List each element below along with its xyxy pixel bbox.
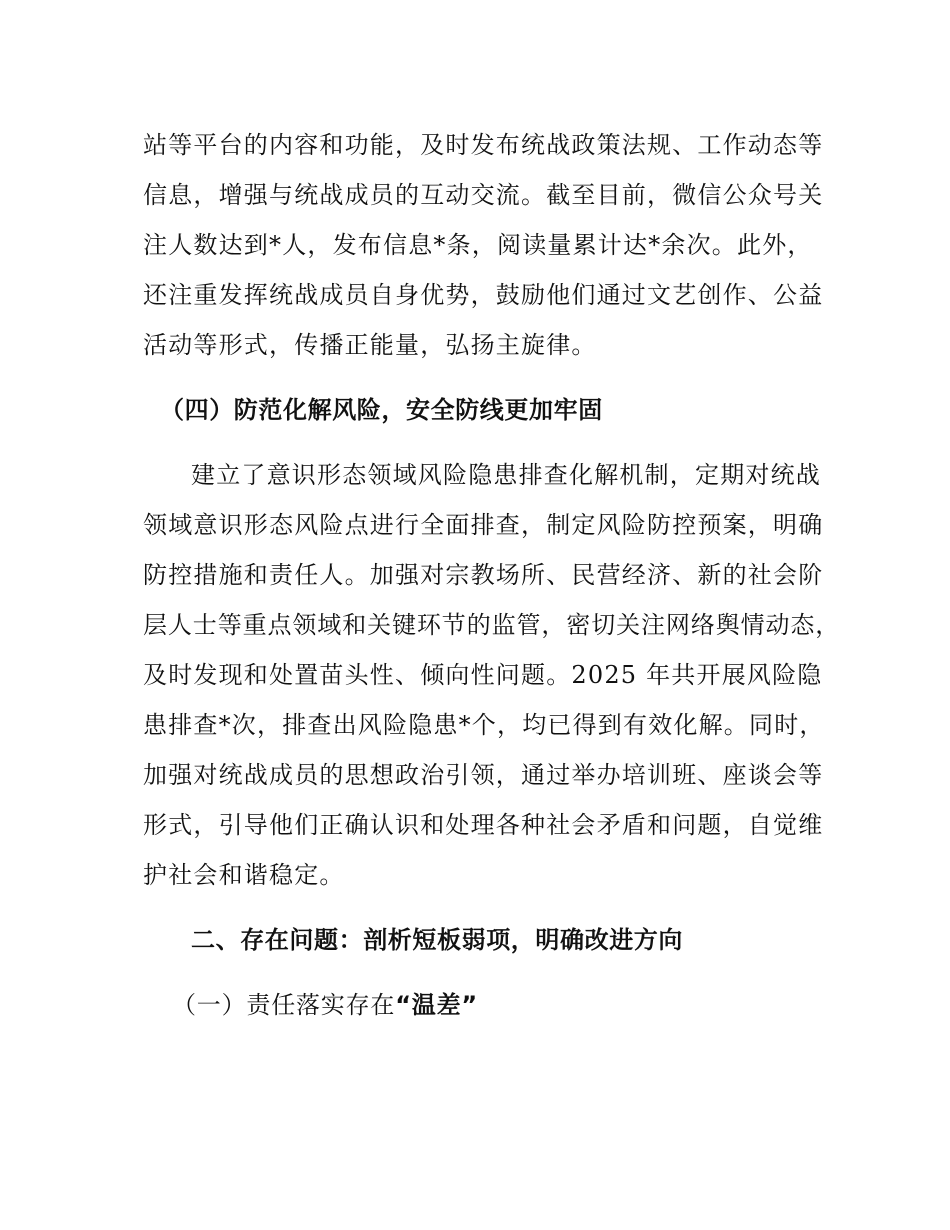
part-heading: 二、存在问题：剖析短板弱项，明确改进方向 bbox=[191, 926, 683, 954]
paragraph-line: 形式，引导他们正确认识和处理各种社会矛盾和问题，自觉维 bbox=[143, 811, 824, 839]
paragraph-line: 信息，增强与统战成员的互动交流。截至目前，微信公众号关 bbox=[143, 181, 824, 209]
subsection-heading-text: （一）责任落实存在 bbox=[172, 991, 396, 1019]
paragraph-line: 注人数达到*人，发布信息*条，阅读量累计达*余次。此外， bbox=[143, 231, 813, 259]
paragraph-line: 患排查*次，排查出风险隐患*个，均已得到有效化解。同时， bbox=[143, 711, 825, 739]
paragraph-line: 活动等形式，传播正能量，弘扬主旋律。 bbox=[143, 331, 597, 359]
paragraph-line: 领域意识形态风险点进行全面排查，制定风险防控预案，明确 bbox=[143, 511, 824, 539]
paragraph-line: 防控措施和责任人。加强对宗教场所、民营经济、新的社会阶 bbox=[143, 561, 824, 589]
paragraph-line: 层人士等重点领域和关键环节的监管，密切关注网络舆情动态， bbox=[143, 611, 841, 639]
paragraph-line: 还注重发挥统战成员自身优势，鼓励他们通过文艺创作、公益 bbox=[143, 281, 824, 309]
paragraph-line: 加强对统战成员的思想政治引领，通过举办培训班、座谈会等 bbox=[143, 761, 824, 789]
section-heading: （四）防范化解风险，安全防线更加牢固 bbox=[160, 396, 603, 424]
paragraph-line: 护社会和谐稳定。 bbox=[143, 861, 345, 889]
subsection-heading bbox=[172, 990, 478, 1020]
subsection-heading-quote: “温差” bbox=[395, 991, 478, 1019]
paragraph-line: 及时发现和处置苗头性、倾向性问题。2025 年共开展风险隐 bbox=[143, 661, 823, 689]
paragraph-line: 站等平台的内容和功能，及时发布统战政策法规、工作动态等 bbox=[143, 131, 824, 159]
paragraph-line: 建立了意识形态领域风险隐患排查化解机制，定期对统战 bbox=[191, 461, 821, 489]
